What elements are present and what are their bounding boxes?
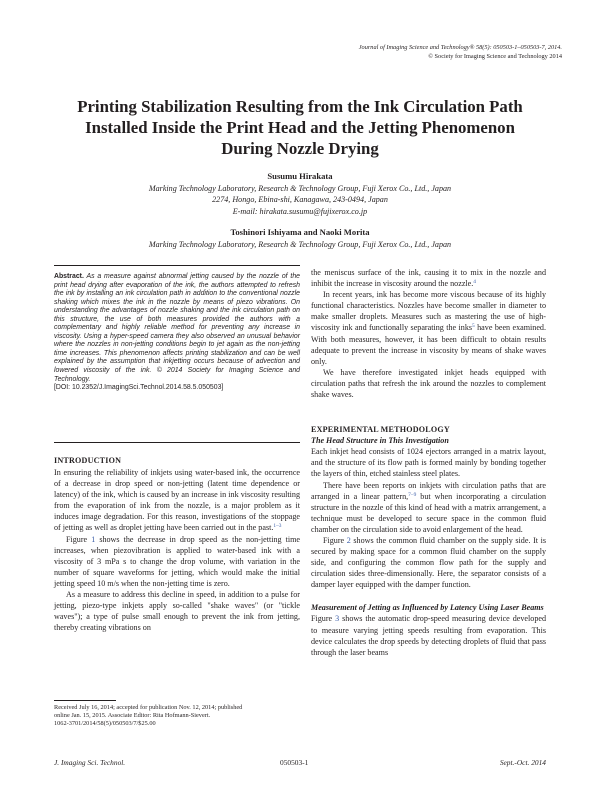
abstract-label: Abstract. [54, 273, 84, 280]
left-column-body [54, 467, 300, 633]
abstract-text: As a measure against abnormal jetting caused by the nozzle of the print head drying after evaporation of the ink, the authors attempted to refresh the ink by installing an ink circulation path in addition to the conventional nozzle shaking which mixes the ink in the nozzle by means of piezo vibrations. On understanding the advantages of nozzle shaking and the ink circulation path on this structure, the use of both measures provided the authors with a complementary and highly reliable method for preventing any increase in viscosity. Using a hyper-speed camera they also observed an unusual behavior where the nozzles in non-jetting conditions begin to jet again as the non-jetting time increases. This phenomenon affects printing stabilization and can be well explained by the assumption that inkjetting occurs because of advection and lowered viscosity of the ink. [54, 273, 300, 375]
citation-ref[interactable]: 7–9 [408, 491, 417, 498]
right-column-body [311, 267, 546, 658]
author-names-1: Susumu Hirakata [267, 171, 333, 181]
abstract-top-rule [54, 265, 300, 266]
paragraph: the meniscus surface of the ink, causing it to mix in the nozzle and inhibit the increase in viscosity around the nozzle.$^4$ [311, 268, 546, 289]
paragraph: Figure 3 shows the automatic drop-speed measuring device developed to measure varying jetting speeds resulting from evaporation. This device calculates the drop speeds by detecting droplets of fluid that pass through the laser beams [311, 614, 547, 657]
footnote-line: Received July 16, 2014; accepted for publication Nov. 12, 2014; published [54, 704, 243, 711]
paragraph: In recent years, ink has become more viscous because of its highly functional characteristics. Nozzles have become smaller in diameter to make smaller droplets. Measures such as mastering the use of high-viscosity ink and functionally separating the inks$^5$ have been examined. With both measures, however, it has been difficult to obtain results adequate to prevent the increase in viscosity by means of shake waves only. [311, 290, 546, 366]
footer-page-number: 050503-1 [280, 758, 309, 767]
journal-citation: Journal of Imaging Science and Technology® 58(5): 050503-1–050503-7, 2014. [358, 44, 562, 51]
paragraph: Figure 2 shows the common fluid chamber on the supply side. It is secured by making space for a common fluid chamber on the supply side, and configuring the common flow path for the supply and circulation sides three-dimensionally. Here, the separator consists of a damper layer equipped with the damper function. [311, 535, 547, 590]
doi[interactable]: [DOI: 10.2352/J.ImagingSci.Technol.2014.58.5.050503] [54, 384, 224, 392]
affiliation-2 [60, 239, 540, 250]
citation-ref[interactable]: 1–3 [273, 523, 282, 530]
paper-title: Printing Stabilization Resulting from the Ink Circulation Path Installed Inside the Print Head and the Jetting Phenomenon During Nozzle Drying [77, 97, 523, 158]
author-email[interactable]: E-mail: hirakata.susumu@fujixerox.co.jp [232, 206, 368, 216]
section-heading-introduction: INTRODUCTION [54, 456, 122, 465]
affiliation-1 [60, 183, 540, 217]
subsection-heading-measurement: Measurement of Jetting as Influenced by Latency Using Laser Beams [311, 603, 544, 613]
affiliation-line: Marking Technology Laboratory, Research & Technology Group, Fuji Xerox Co., Ltd., Japan [148, 240, 452, 249]
footnote [54, 704, 300, 729]
paragraph: There have been reports on inkjets with circulation paths that are arranged in a linear pattern,$^{7-9}$ but when incorporating a circulation structure in the nozzle of this kind of head with a matrix arrangement, a technique must be developed to secure space in the common fluid chamber on the circulation side to avoid enlargement of the head. [311, 480, 546, 534]
author-names-2: Toshinori Ishiyama and Naoki Morita [230, 227, 370, 237]
citation-ref[interactable]: 5 [472, 323, 475, 330]
paragraph: As a measure to address this decline in speed, in addition to a pulse for jetting, piezo-type inkjets apply so-called "shake waves" (or "tickle waves"); a type of pulse small enough to prevent the ink from jetting, thereby creating vibrations on [54, 590, 300, 633]
footer-journal: J. Imaging Sci. Technol. [54, 758, 126, 767]
figure-ref[interactable]: 1 [91, 534, 96, 544]
affiliation-line: 2274, Hongo, Ebina-shi, Kanagawa, 243-0494, Japan [212, 195, 388, 205]
citation-ref[interactable]: 4 [473, 279, 476, 286]
footer-issue-date: Sept.-Oct. 2014 [499, 758, 546, 767]
paragraph: Figure 1 shows the decrease in drop speed as the non-jetting time increases, when piezovibration is applied to water-based ink with a viscosity of 3 mPa s to change the drop volume, with variation in the number of square waveforms for jetting, which would make the initial jetting speed 10 m/s when the non-jetting time is zero. [54, 534, 300, 588]
paragraph: We have therefore investigated inkjet heads equipped with circulation paths that refresh the ink around the nozzles to complement shake waves. [311, 367, 546, 400]
affiliation-line: Marking Technology Laboratory, Research & Technology Group, Fuji Xerox Co., Ltd., Japan [148, 184, 452, 193]
paragraph: Each inkjet head consists of 1024 ejectors arranged in a matrix layout, and the structure of its flow path is formed mainly by bonding together the layers of thin, etched stainless steel plates. [311, 447, 546, 479]
abstract [54, 273, 300, 393]
figure-ref[interactable]: 3 [335, 614, 340, 624]
footnote-rule [54, 700, 116, 701]
footnote-line: online Jan. 15, 2015. Associate Editor: Rita Hofmann-Sievert. [54, 712, 211, 720]
figure-ref[interactable]: 2 [346, 535, 351, 545]
section-heading-experimental: EXPERIMENTAL METHODOLOGY [311, 425, 450, 435]
footnote-line: 1062-3701/2014/58(5)/050503/7/$25.00 [54, 720, 156, 728]
copyright-line: © Society for Imaging Science and Technology 2014 [428, 52, 562, 60]
subsection-heading-head-structure: The Head Structure in This Investigation [311, 436, 449, 446]
abstract-copyright: © 2014 Society for Imaging Science and Technology. [54, 367, 301, 383]
paragraph: In ensuring the reliability of inkjets using water-based ink, the occurrence of a decrease in drop speed or non-jetting (latent time dependence or latency) of the ink, which is caused by an increase in ink viscosity resulting from the evaporation of ink from the nozzle, is a major problem as it induces image degradation. For this reason, investigations of the stoppage of jetting as well as droplet jetting have been carried out in the past.$^{1-3}$ [54, 468, 300, 533]
abstract-bottom-rule [54, 442, 300, 443]
journal-header [262, 44, 562, 61]
